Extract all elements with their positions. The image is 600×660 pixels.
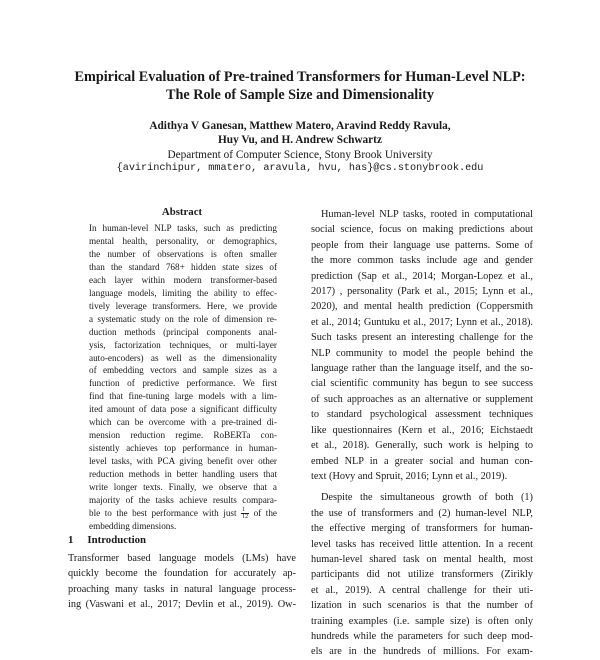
abstract-line: than the standard 768+ hidden state sizes of [89, 261, 277, 272]
body-line: Transformer based language models (LMs) have [68, 553, 296, 564]
body-line: ing (Vaswani et al., 2017; Devlin et al., 2019). Ow- [68, 598, 296, 610]
body-line: embed NLP in a greater social and human con- [311, 455, 533, 467]
abstract-fraction-suffix: of the [253, 507, 278, 518]
body-line: social science, focus on making predictions about [311, 224, 533, 236]
body-line: et al., 2014; Guntuku et al., 2017; Lynn et al., 2018). [311, 316, 533, 328]
abstract-line: ited amount of data pose a significant difficulty [89, 404, 277, 415]
body-line: proaching many tasks in natural language process- [68, 583, 296, 595]
title-line-2: The Role of Sample Size and Dimensionality [166, 87, 434, 103]
body-line: Such tasks present an interesting challenge for the [311, 332, 533, 344]
abstract-line-with-fraction [89, 507, 277, 520]
abstract-line: the number of observations is often smaller [89, 248, 277, 259]
body-line: people from their language use patterns. Some of [311, 239, 533, 251]
abstract-line: majority of the tasks achieve results compara- [89, 495, 277, 506]
section-number: 1 [68, 534, 74, 546]
body-line: training examples (i.e. sample size) is often only [311, 615, 533, 627]
author-emails: {avirinchipur, mmatero, aravula, hvu, has}@cs.stonybrook.edu [116, 163, 484, 174]
body-line: et al., 2019). A central challenge for their uti- [311, 584, 533, 596]
abstract-line: each layer within modern transformer-based [89, 274, 277, 285]
abstract-line: find that fine-tuning large models with a lim- [89, 391, 277, 402]
body-line: hundreds while the parameters for such deep mod- [311, 630, 533, 642]
abstract-line: sistently achieves top performance in human- [89, 443, 277, 454]
paragraph-human-level-nlp [311, 207, 533, 484]
body-line: els are in the hundreds of millions. For exam- [311, 646, 533, 658]
body-line: text (Hovy and Spruit, 2016; Lynn et al., 2019). [311, 470, 508, 482]
abstract-line: auto-encoders) as well as the dimensionality [89, 352, 277, 363]
fraction-one-twelfth [241, 507, 249, 520]
body-line: Human-level NLP tasks, rooted in computational [321, 209, 533, 220]
affiliation: Department of Computer Science, Stony Brook University [167, 149, 433, 161]
abstract-heading: Abstract [161, 206, 203, 218]
abstract-line: mental health, personality, or demographics, [89, 235, 277, 246]
body-line: the effective merging of transformers for human- [311, 523, 533, 535]
abstract-line: In human-level NLP tasks, such as predicting [89, 223, 277, 233]
abstract-line: write longer texts. Finally, we observe that a [89, 482, 277, 493]
body-line: language rather than the language itself, and the so- [311, 363, 533, 375]
title-line-1: Empirical Evaluation of Pre-trained Transformers for Human-Level NLP: [74, 69, 526, 85]
body-line: to standard psychological assessment techniques [311, 409, 533, 421]
authors-line-1: Adithya V Ganesan, Matthew Matero, Aravind Reddy Ravula, [149, 120, 451, 132]
body-line: et al., 2018). Generally, such work is helping to [311, 440, 533, 452]
body-line: participants did not utilize transformers (Zirikly [311, 569, 533, 581]
section-title: Introduction [87, 534, 147, 546]
paper-title [40, 68, 560, 104]
body-line: the use of transformers and (2) human-level NLP, [311, 507, 533, 519]
body-line: cial scientific community has begun to see success [311, 378, 533, 390]
abstract-fraction-prefix: ble to the best performance with just [89, 507, 237, 518]
body-line: level tasks has received little attention. In a recent [311, 538, 533, 550]
abstract-line: level tasks, with PCA giving benefit over other [89, 456, 277, 467]
section-heading-introduction [68, 534, 146, 546]
author-list [60, 119, 540, 148]
body-line: 2020), and mental health prediction (Coppersmith [311, 301, 533, 313]
abstract-line: reduction methods in better handling users that [89, 469, 277, 480]
body-line: NLP community to model the people behind the [311, 347, 533, 359]
abstract-line: which can be overcome with a pre-trained di- [89, 417, 277, 428]
abstract-line: language models, limiting the ability to effec- [89, 287, 277, 298]
authors-line-2: Huy Vu, and H. Andrew Schwartz [218, 134, 382, 147]
body-line: the more common tasks include age and gender [311, 255, 533, 267]
fraction-numerator: 1 [241, 507, 249, 514]
introduction-body [68, 551, 296, 612]
body-line: like questionnaires (Kern et al., 2016; Eichstaedt [311, 424, 533, 436]
abstract-line: duction methods (principal components anal- [89, 326, 277, 337]
paragraph-despite-growth [311, 490, 533, 659]
body-line: human-level shared task on mental health, most [311, 553, 533, 565]
abstract-line: embedding dimensions. [89, 521, 177, 532]
body-line: lization in such scenarios is that the number of [311, 600, 533, 612]
abstract-line: mension reduction regime. RoBERTa con- [89, 430, 277, 441]
abstract-line: a systematic study on the role of dimension re- [89, 313, 277, 324]
right-column-body [311, 207, 533, 660]
fraction-denominator: 12 [242, 514, 249, 521]
abstract-line: ysis, factorization techniques, or multi-layer [89, 339, 277, 350]
abstract-line: tively leverage transformers. Here, we provide [89, 300, 277, 311]
abstract-line: of embedding vectors and sample sizes as a [89, 365, 277, 376]
body-line: quickly become the foundation for accurately ap- [68, 568, 296, 580]
body-line: Despite the simultaneous growth of both (1) [321, 492, 533, 504]
abstract-line: function of predictive performance. We first [89, 378, 277, 389]
body-line: of such approaches as an alternative or supplement [311, 393, 533, 405]
abstract-body [89, 222, 277, 533]
body-line: prediction (Sap et al., 2014; Morgan-Lopez et al., [311, 270, 533, 282]
body-line: 2017) , personality (Park et al., 2015; Lynn et al., [311, 286, 533, 298]
